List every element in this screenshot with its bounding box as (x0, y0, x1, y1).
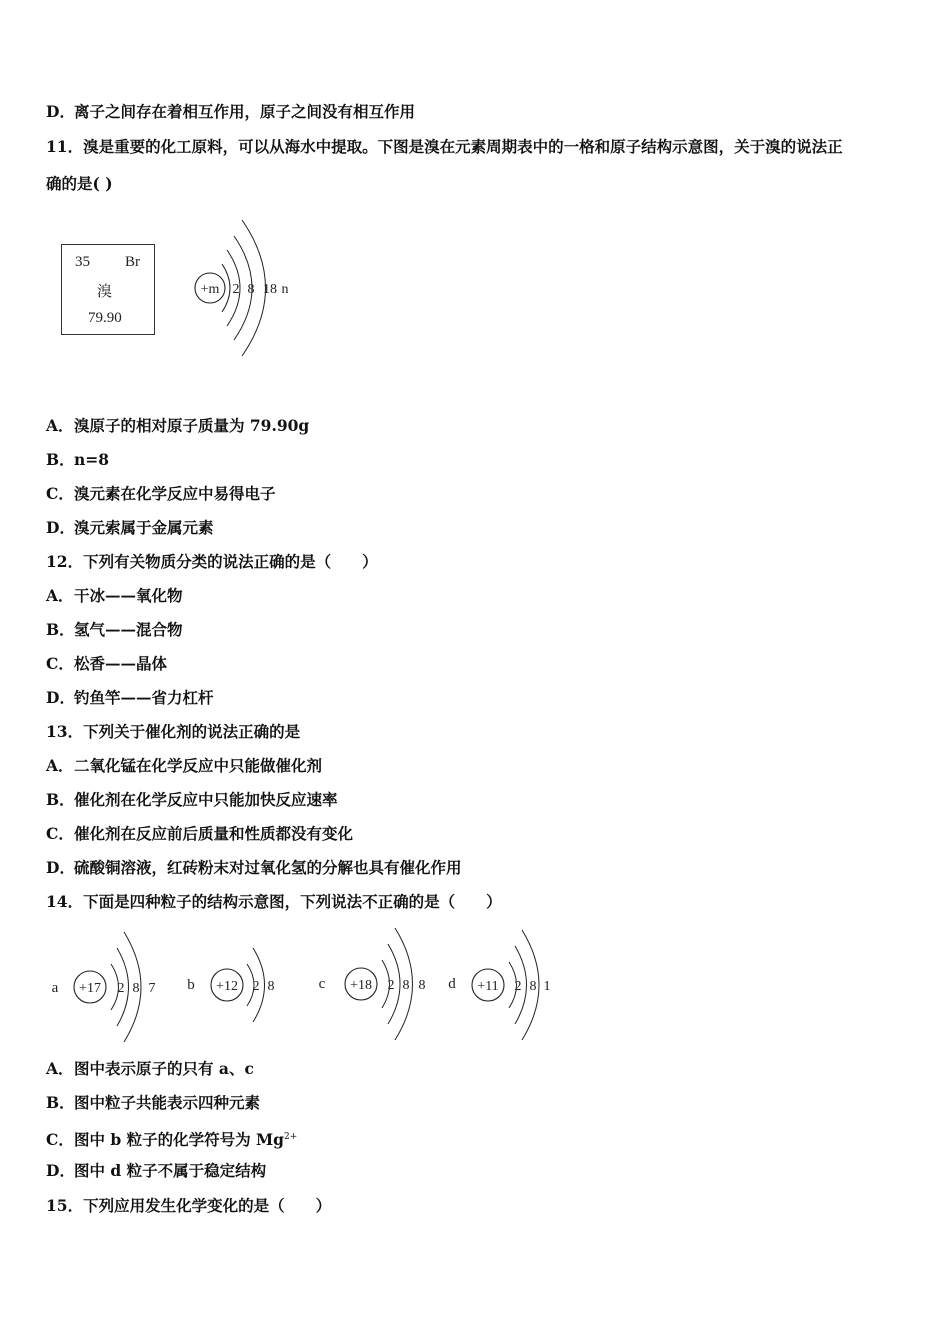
shell-electrons: 8 (247, 282, 255, 297)
shell-electrons: 8 (529, 979, 537, 994)
q13-option-c: C．催化剂在反应前后质量和性质都没有变化 (46, 824, 354, 843)
q11-option-a: A．溴原子的相对原子质量为 79.90g (46, 416, 310, 435)
q12-stem: 12．下列有关物质分类的说法正确的是（ ） (46, 552, 378, 571)
q14-option-b: B．图中粒子共能表示四种元素 (46, 1093, 261, 1112)
q15-stem: 15．下列应用发生化学变化的是（ ） (46, 1196, 332, 1215)
shell-electrons: 7 (148, 981, 156, 996)
shell-electrons: 8 (418, 978, 426, 993)
q12-option-b: B．氢气——混合物 (46, 620, 183, 639)
shell-electrons: n (281, 282, 289, 297)
q14-option-a: A．图中表示原子的只有 a、c (46, 1059, 254, 1078)
q10-option-d: D．离子之间存在着相互作用，原子之间没有相互作用 (46, 102, 416, 121)
shell-electrons: 2 (117, 981, 125, 996)
shell-electrons: 2 (514, 979, 522, 994)
particle-d (448, 930, 550, 1040)
nucleus-charge: +17 (79, 981, 101, 996)
shell-arc (222, 264, 230, 312)
atomic-mass: 79.90 (88, 310, 122, 326)
q13-option-a: A．二氧化锰在化学反应中只能做催化剂 (46, 756, 323, 775)
ion-charge-superscript: 2+ (284, 1132, 298, 1142)
shell-electrons: 2 (232, 282, 240, 297)
q12-option-a: A．干冰——氧化物 (46, 586, 183, 605)
particle-c (319, 928, 426, 1040)
shell-electrons: 2 (252, 979, 260, 994)
q11-stem-line2: 确的是( ) (46, 174, 113, 193)
option-text: 离子之间存在着相互作用，原子之间没有相互作用 (74, 102, 416, 121)
particle-label: a (51, 980, 59, 996)
particle-a (52, 932, 156, 1042)
shell-electrons: 1 (543, 979, 551, 994)
shell-electrons: 18 (263, 282, 277, 297)
element-symbol: Br (125, 254, 140, 270)
q11-option-d: D．溴元索属于金属元素 (46, 518, 214, 537)
nucleus-charge: +11 (477, 979, 499, 994)
q14-option-c: C．图中 b 粒子的化学符号为 $Mg^{2+}$ (46, 1130, 298, 1150)
q13-option-b: B．催化剂在化学反应中只能加快反应速率 (46, 790, 338, 809)
shell-electrons: 8 (267, 979, 275, 994)
shell-electrons: 2 (387, 978, 395, 993)
particle-diagrams (40, 926, 560, 1042)
nucleus-charge: +m (200, 282, 220, 297)
nucleus-charge: +12 (216, 979, 238, 994)
q12-option-c: C．松香——晶体 (46, 654, 168, 673)
particle-label: d (448, 976, 456, 992)
particle-label: c (318, 976, 326, 992)
element-name: 溴 (97, 284, 113, 300)
q12-option-d: D．钓鱼竿——省力杠杆 (46, 688, 214, 707)
shell-electrons: 8 (132, 981, 140, 996)
bromine-atom-diagram (188, 212, 298, 362)
periodic-table-cell (61, 244, 155, 335)
particle-label: b (187, 977, 195, 993)
atomic-number: 35 (75, 254, 90, 270)
q14-option-d: D．图中 d 粒子不属于稳定结构 (46, 1161, 267, 1180)
shell-electrons: 8 (402, 978, 410, 993)
q14-stem: 14．下面是四种粒子的结构示意图，下列说法不正确的是（ ） (46, 892, 502, 911)
q11-option-b: B．n=8 (46, 450, 110, 469)
particle-b (187, 948, 274, 1022)
q11-option-c: C．溴元素在化学反应中易得电子 (46, 484, 276, 503)
q13-stem: 13．下列关于催化剂的说法正确的是 (46, 722, 301, 741)
nucleus-charge: +18 (350, 978, 372, 993)
q13-option-d: D．硫酸铜溶液，红砖粉末对过氧化氢的分解也具有催化作用 (46, 858, 462, 877)
q11-stem-line1: 11．溴是重要的化工原料，可以从海水中提取。下图是溴在元素周期表中的一格和原子结构示意图，关于溴的说法正 (46, 137, 843, 156)
